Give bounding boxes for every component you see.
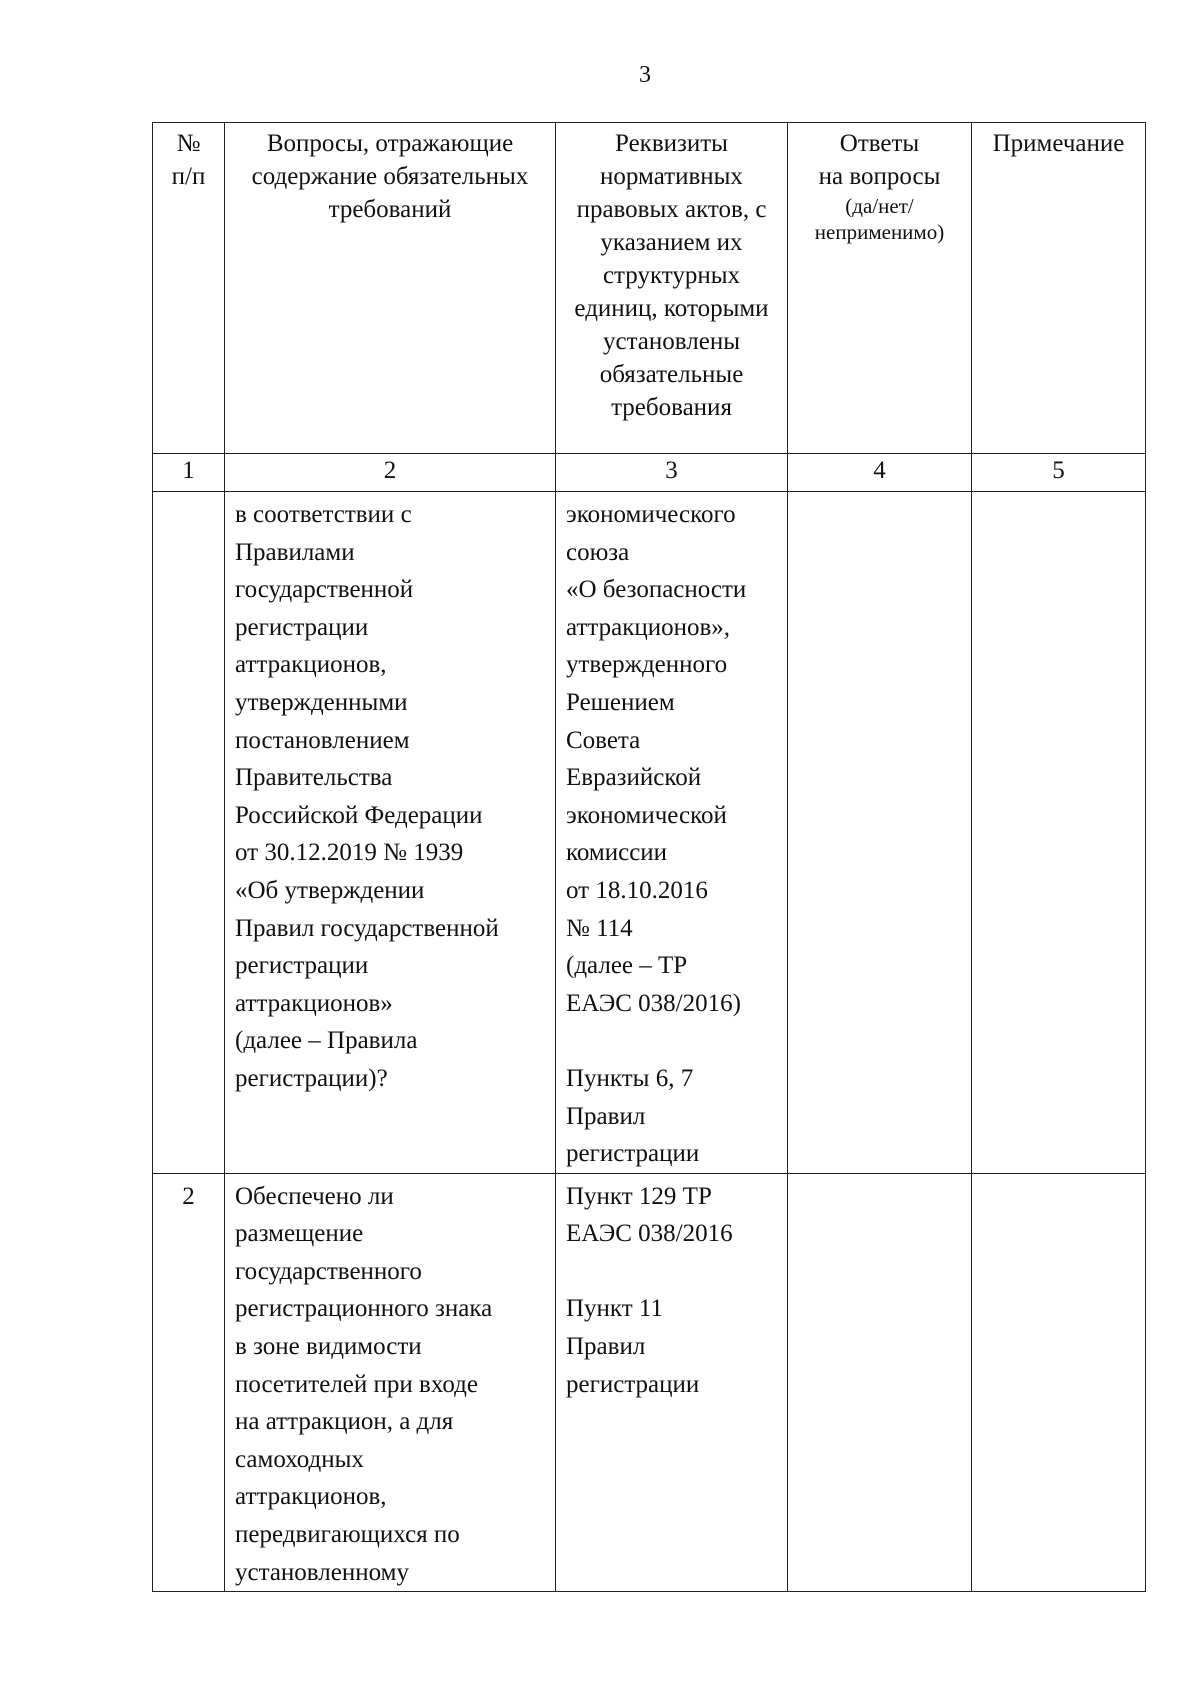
requisites-cell: экономического союза «О безопасности аттракционов», утвержденного Решением Совета Евразийской экономической комиссии от 18.10.2016 № 114 (далее – ТР ЕАЭС 038/2016) Пункты 6, 7 Правил регистрации (556, 492, 788, 1174)
column-number: 3 (556, 454, 788, 492)
header-answers (788, 123, 972, 454)
note-cell (972, 492, 1146, 1174)
header-number: № п/п (153, 123, 225, 454)
header-row (153, 123, 1146, 454)
header-answers-label: Ответы на вопросы (818, 130, 941, 190)
note-cell (972, 1173, 1146, 1592)
table-row (153, 492, 1146, 1174)
column-number: 5 (972, 454, 1146, 492)
column-number: 1 (153, 454, 225, 492)
column-number: 2 (225, 454, 556, 492)
column-number: 4 (788, 454, 972, 492)
row-number: 2 (153, 1173, 225, 1592)
table-row (153, 1173, 1146, 1592)
header-question: Вопросы, отражающие содержание обязательных требований (225, 123, 556, 454)
requirements-table (152, 122, 1146, 1592)
row-number (153, 492, 225, 1174)
header-requisites: Реквизиты нормативных правовых актов, с указанием их структурных единиц, которыми установлены обязательные требования (556, 123, 788, 454)
answer-cell (788, 492, 972, 1174)
question-cell: в соответствии с Правилами государственной регистрации аттракционов, утвержденными постановлением Правительства Российской Федерации от 30.12.2019 № 1939 «Об утверждении Правил государственной регистрации аттракционов» (далее – Правила регистрации)? (225, 492, 556, 1174)
column-number-row (153, 454, 1146, 492)
header-note: Примечание (972, 123, 1146, 454)
requisites-cell: Пункт 129 ТР ЕАЭС 038/2016 Пункт 11 Правил регистрации (556, 1173, 788, 1592)
answer-cell (788, 1173, 972, 1592)
question-cell: Обеспечено ли размещение государственного регистрационного знака в зоне видимости посетителей при входе на аттракцион, а для самоходных аттракционов, передвигающихся по установленному (225, 1173, 556, 1592)
page-number: 3 (639, 62, 651, 88)
header-answers-note: (да/нет/ неприменимо) (814, 194, 945, 244)
